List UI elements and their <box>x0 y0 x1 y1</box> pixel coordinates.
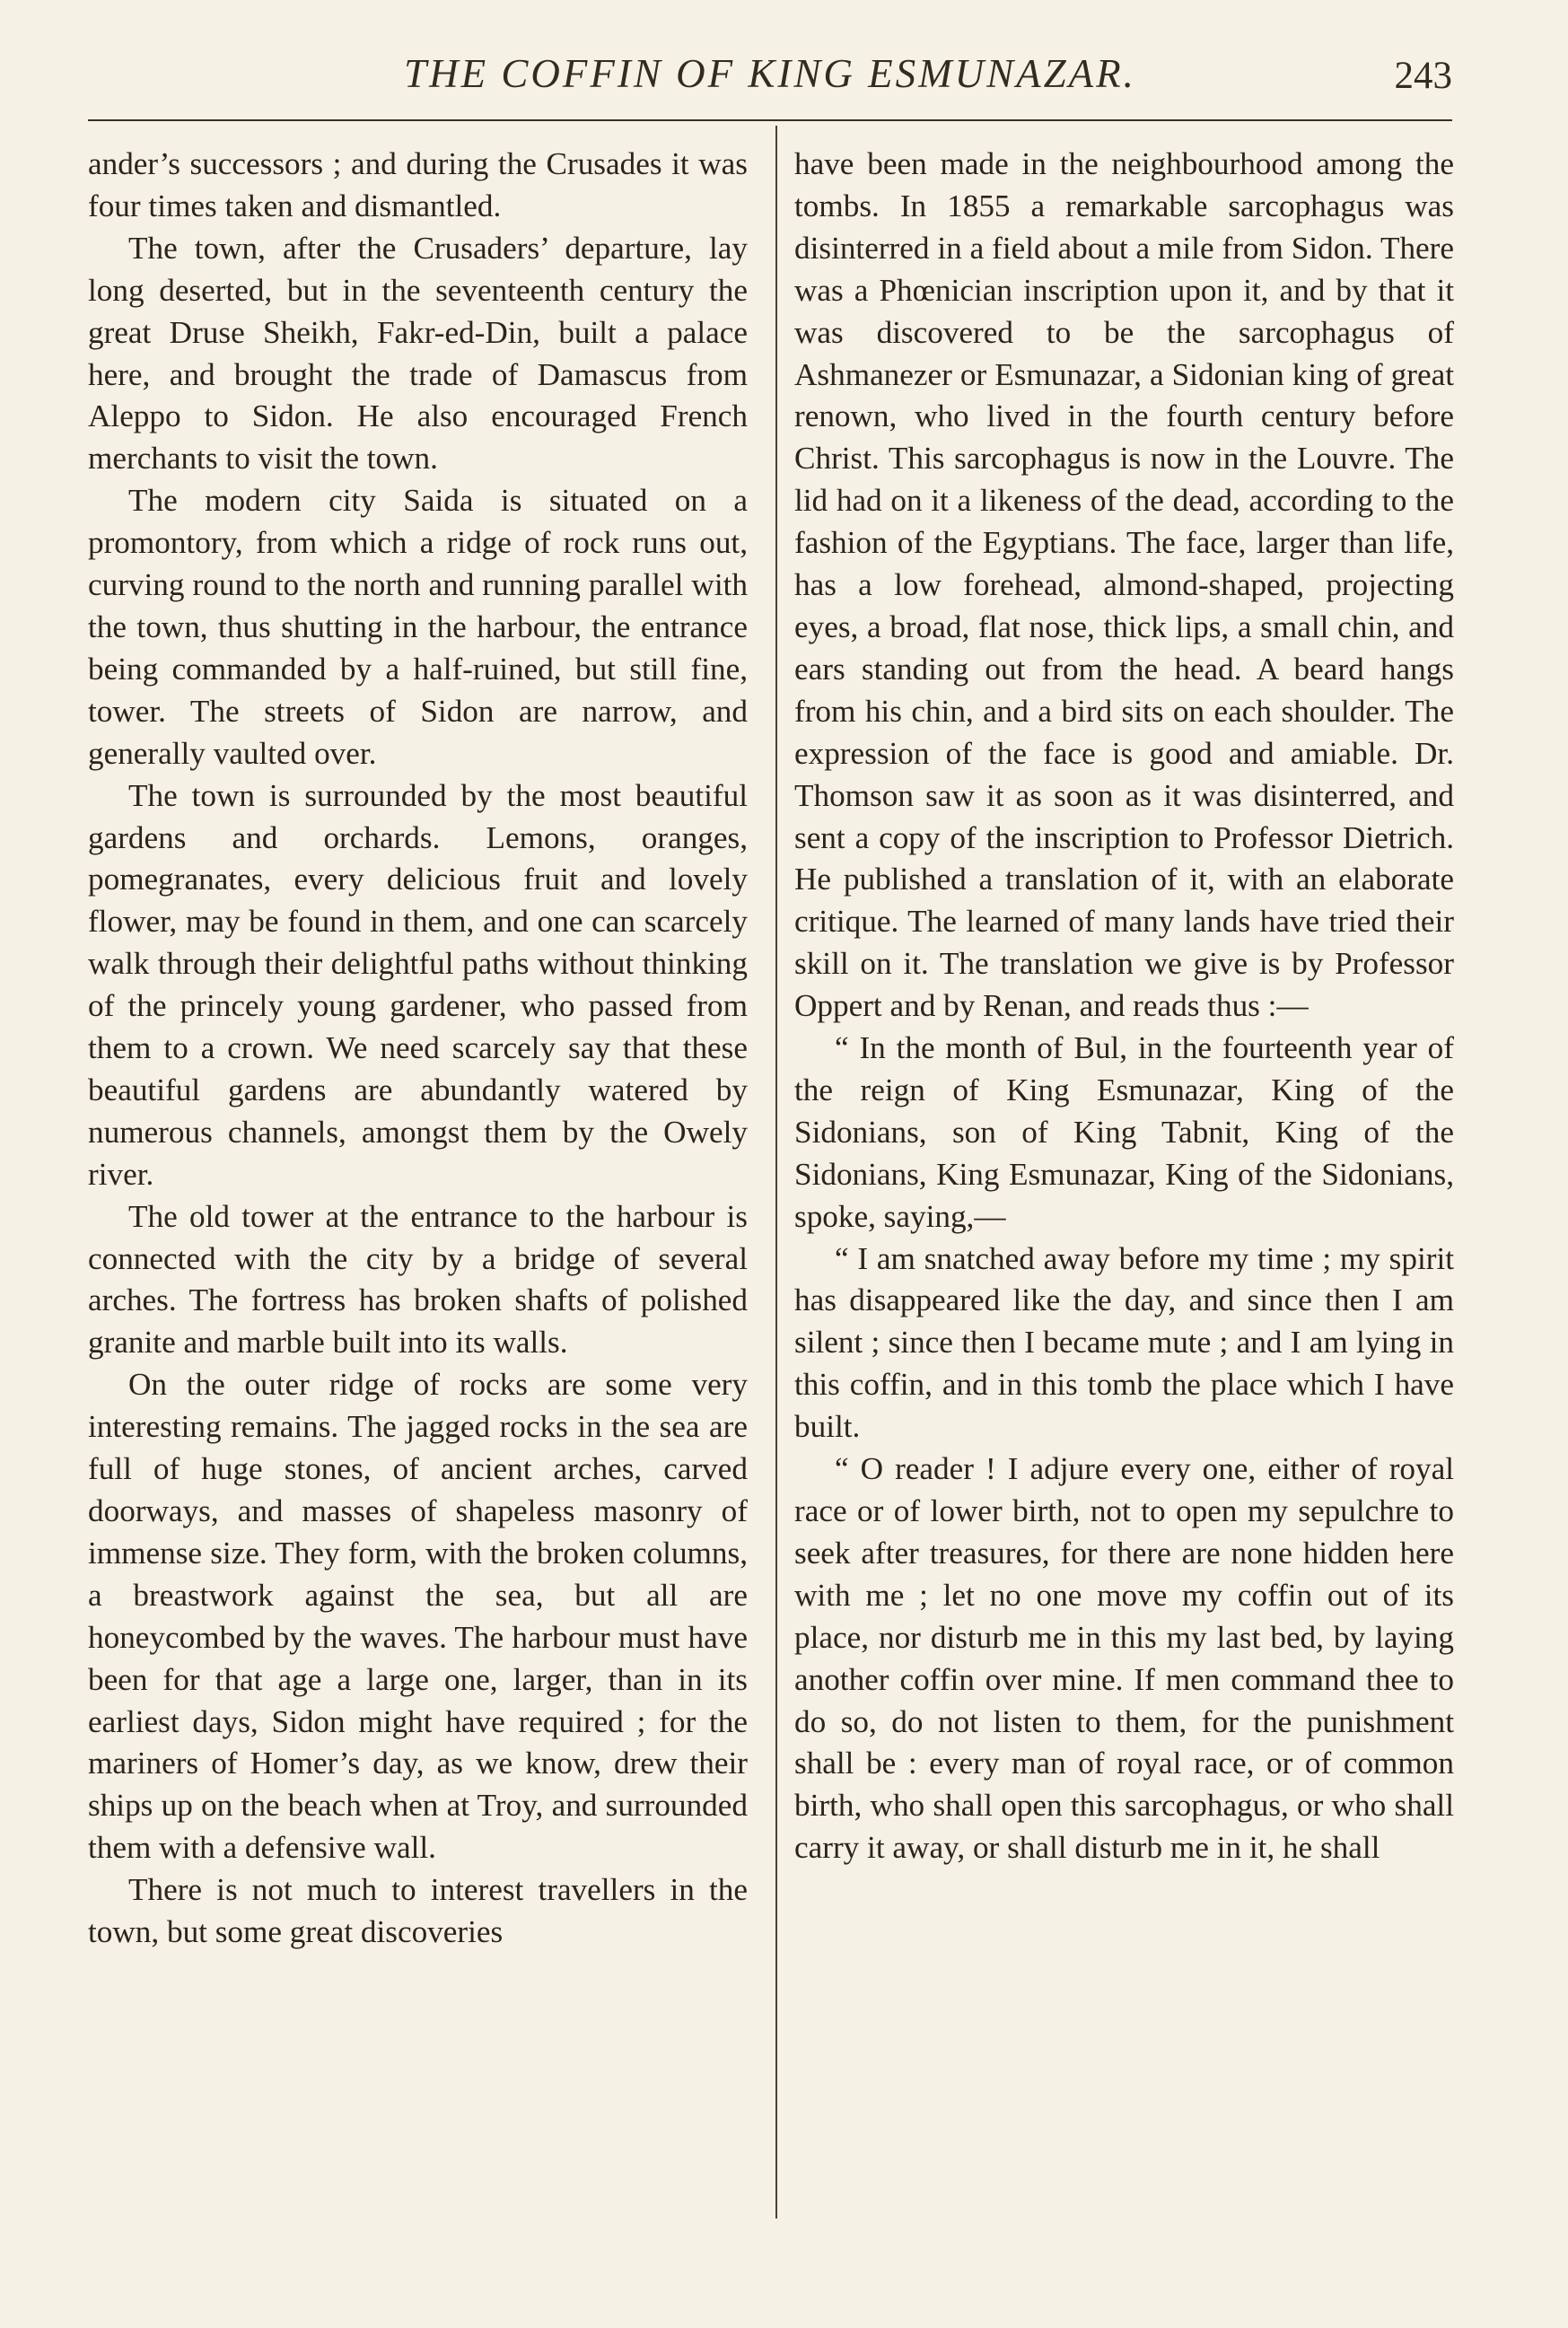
paragraph: There is not much to interest travellers in the town, but some great discoveries <box>88 1872 748 1950</box>
paragraph: “ O reader ! I adjure every one, either of royal race or of lower birth, not to open my sepulchre to seek after treasures, for there are none hidden here with me ; let no one move my coffin out of its place, nor disturb me in this my last bed, by laying another coffin over mine. If men command thee to do so, do not listen to them, for the punishment shall be : every man of royal race, or of common birth, who shall open this sarcophagus, or who shall carry it away, or shall disturb me in it, he shall <box>794 1451 1454 1866</box>
left-column <box>88 144 748 1954</box>
page-number: 243 <box>1394 55 1452 97</box>
paragraph: The town, after the Crusaders’ departure, lay long deserted, but in the seventeenth century the great Druse Sheikh, Fakr-ed-Din, built a palace here, and brought the trade of Damascus from Aleppo to Sidon. He also encouraged French merchants to visit the town. <box>88 230 748 477</box>
column-divider <box>775 126 777 2219</box>
header-rule <box>88 119 1452 121</box>
paragraph: The old tower at the entrance to the harbour is connected with the city by a bridge of several arches. The fortress has broken shafts of polished granite and marble built into its walls. <box>88 1198 748 1361</box>
running-head <box>88 50 1452 104</box>
paragraph: “ I am snatched away before my time ; my spirit has disappeared like the day, and since then I am silent ; since then I became mute ; and I am lying in this coffin, and in this tomb the place which I have built. <box>794 1240 1454 1445</box>
running-title: THE COFFIN OF KING ESMUNAZAR. <box>404 51 1136 96</box>
paragraph: ander’s successors ; and during the Crusades it was four times taken and dismantled. <box>88 146 748 223</box>
paragraph: On the outer ridge of rocks are some very interesting remains. The jagged rocks in the sea are full of huge stones, of ancient arches, carved doorways, and masses of shapeless masonry of immense size. They form, with the broken columns, a breastwork against the sea, but all are honeycombed by the waves. The harbour must have been for that age a large one, larger, than in its earliest days, Sidon might have required ; for the mariners of Homer’s day, as we know, drew their ships up on the beach when at Troy, and surrounded them with a defensive wall. <box>88 1367 748 1866</box>
paragraph: The town is surrounded by the most beautiful gardens and orchards. Lemons, oranges, pomegranates, every delicious fruit and lovely flower, may be found in them, and one can scarcely walk through their delightful paths without thinking of the princely young gardener, who passed from them to a crown. We need scarcely say that these beautiful gardens are abundantly watered by numerous channels, amongst them by the Owely river. <box>88 777 748 1192</box>
paragraph: have been made in the neighbourhood among the tombs. In 1855 a remarkable sarcophagus was disinterred in a field about a mile from Sidon. There was a Phœnician inscription upon it, and by that it was discovered to be the sarcophagus of Ashmanezer or Esmunazar, a Sidonian king of great renown, who lived in the fourth century before Christ. This sarcophagus is now in the Louvre. The lid had on it a likeness of the dead, according to the fashion of the Egyptians. The face, larger than life, has a low forehead, almond-shaped, projecting eyes, a broad, flat nose, thick lips, a small chin, and ears standing out from the head. A beard hangs from his chin, and a bird sits on each shoulder. The expression of the face is good and amiable. Dr. Thomson saw it as soon as it was disinterred, and sent a copy of the inscription to Professor Dietrich. He published a translation of it, with an elaborate critique. The learned of many lands have tried their skill on it. The translation we give is by Professor Oppert and by Renan, and reads thus :— <box>794 146 1454 1024</box>
paragraph: “ In the month of Bul, in the fourteenth year of the reign of King Esmunazar, King of the Sidonians, son of King Tabnit, King of the Sidonians, King Esmunazar, King of the Sidonians, spoke, saying,— <box>794 1030 1454 1234</box>
paragraph: The modern city Saida is situated on a promontory, from which a ridge of rock runs out, curving round to the north and running parallel with the town, thus shutting in the harbour, the entrance being commanded by a half-ruined, but still fine, tower. The streets of Sidon are narrow, and generally vaulted over. <box>88 483 748 771</box>
right-column <box>794 144 1454 1869</box>
